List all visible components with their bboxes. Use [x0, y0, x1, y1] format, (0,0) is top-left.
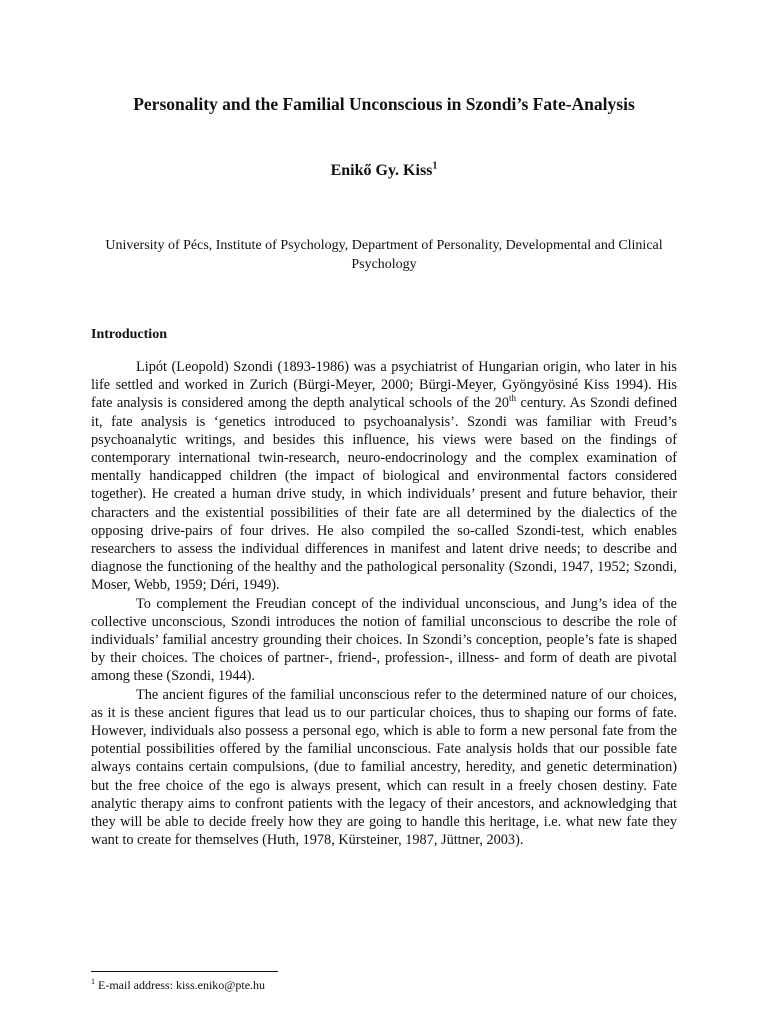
section-heading: Introduction	[91, 327, 167, 342]
footnote-text: E-mail address: kiss.eniko@pte.hu	[95, 978, 266, 992]
ordinal-superscript: th	[509, 393, 517, 404]
paragraph-text: Lipót (Leopold) Szondi (1893-1986) was a psychiatrist of Hungarian origin, who later in his life settled and worked in Zurich (Bürgi-Meyer, 2000; Bürgi-Meyer, Gyöngyösiné Kiss 1994). His fate analysis is considered among the depth analytical schools of the 20	[91, 359, 677, 412]
footnote	[91, 978, 265, 993]
author-name: Enikő Gy. Kiss	[330, 162, 433, 179]
paper-title: Personality and the Familial Unconscious in Szondi’s Fate-Analysis	[133, 94, 635, 114]
paragraph: The ancient figures of the familial unconscious refer to the determined nature of our choices, as it is these ancient figures that lead us to our particular choices, thus to shaping our forms of fate. However, individuals also possess a personal ego, which is able to form a new personal fate from the potential possibilities offered by the familial unconscious. Fate analysis holds that our possible fate always contains certain compulsions, (due to familial ancestry, heredity, and genetic determination) but the free choice of the ego is always present, which can result in a freely chosen destiny. Fate analytic therapy aims to confront patients with the legacy of their ancestors, and acknowledging that they will be able to decide freely how they are going to handle this heritage, i.e. what new fate they want to create for themselves (Huth, 1978, Kürsteiner, 1987, Jüttner, 2003).	[91, 686, 677, 849]
paragraph	[91, 358, 677, 595]
footnote-separator	[91, 971, 278, 972]
paragraph-text: century. As Szondi defined it, fate analysis is ‘genetics introduced to psychoanalysis’. Szondi was familiar with Freud’s psychoanalytic writings, and besides this influence, his views were based on the findings of contemporary international twin-research, neuro-endocrinology and the complex examination of mentally handicapped children (the impact of biological and environmental factors considered together). He created a human drive study, in which individuals’ present and future behavior, their characters and the existential possibilities of their fate are all determined by the dialectics of the opposing drive-pairs of four drives. He also compiled the so-called Szondi-test, which enables researchers to assess the individual differences in manifest and latent drive needs; to describe and diagnose the functioning of the healthy and the pathological personality (Szondi, 1947, 1952; Szondi, Moser, Webb, 1959; Déri, 1949).	[91, 395, 677, 594]
footnote-marker: 1	[91, 977, 95, 986]
section-body	[91, 358, 677, 849]
paragraph: To complement the Freudian concept of the individual unconscious, and Jung’s idea of the collective unconscious, Szondi introduces the notion of familial unconscious to describe the role of individuals’ familial ancestry grounding their choices. In Szondi’s conception, people’s fate is shaped by their choices. The choices of partner-, friend-, profession-, illness- and form of death are pivotal among these (Szondi, 1944).	[91, 595, 677, 685]
author-line	[90, 161, 678, 181]
author-affiliation: University of Pécs, Institute of Psychology, Department of Personality, Developmental and Clinical Psychology	[105, 238, 663, 272]
author-footnote-marker[interactable]: 1	[432, 160, 438, 172]
